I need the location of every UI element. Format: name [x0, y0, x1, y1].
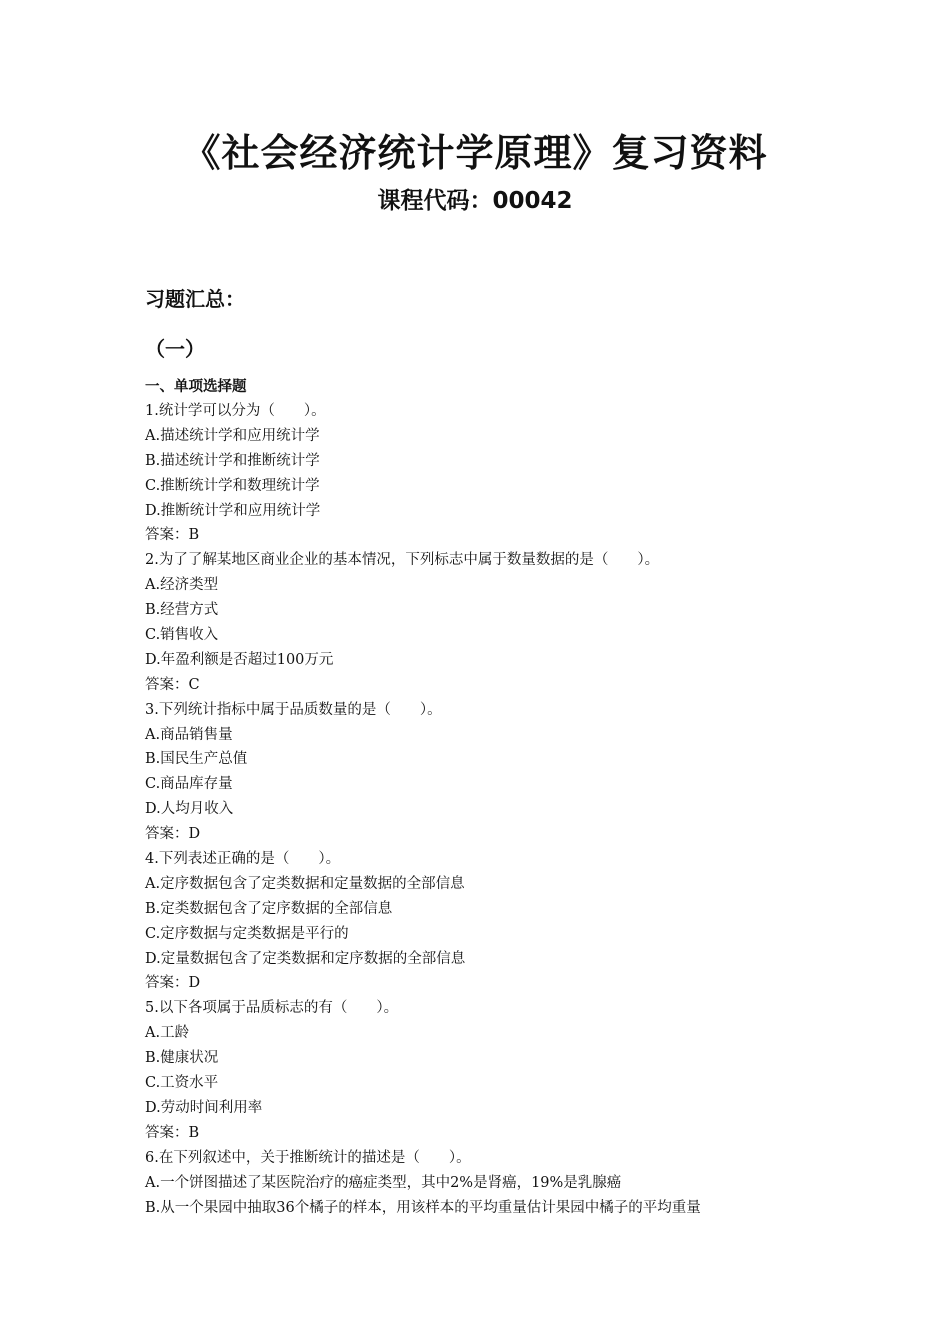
answer-option: D.推断统计学和应用统计学 [145, 502, 321, 519]
question-block [145, 847, 825, 996]
answer-option: C.销售收入 [145, 627, 219, 644]
answer-option: A.一个饼图描述了某医院治疗的癌症类型，其中2%是肾癌，19%是乳腺癌 [145, 1174, 622, 1191]
question-stem: 3.下列统计指标中属于品质数量的是（ ）。 [145, 701, 442, 718]
question-stem: 2.为了了解某地区商业企业的基本情况，下列标志中属于数量数据的是（ ）。 [145, 552, 660, 569]
section-title: 习题汇总： [145, 287, 245, 311]
answer-option: C.商品库存量 [145, 776, 233, 793]
question-type-heading: 一、单项选择题 [145, 379, 247, 395]
question-stem: 4.下列表述正确的是（ ）。 [145, 851, 341, 868]
question-list [145, 399, 825, 1220]
answer-option: D.定量数据包含了定类数据和定序数据的全部信息 [145, 950, 466, 967]
answer-key: 答案：B [145, 527, 200, 544]
question-block [145, 548, 825, 697]
question-stem: 6.在下列叙述中，关于推断统计的描述是（ ）。 [145, 1149, 471, 1166]
answer-option: D.劳动时间利用率 [145, 1099, 263, 1116]
answer-option: C.定序数据与定类数据是平行的 [145, 925, 349, 942]
answer-option: B.健康状况 [145, 1050, 219, 1067]
question-block [145, 399, 825, 548]
answer-option: A.商品销售量 [145, 726, 233, 743]
answer-key: 答案：D [145, 826, 201, 843]
question-block [145, 996, 825, 1145]
answer-key: 答案：C [145, 676, 200, 693]
course-code: 课程代码：00042 [377, 188, 573, 214]
question-stem: 5.以下各项属于品质标志的有（ ）。 [145, 1000, 399, 1017]
answer-key: 答案：D [145, 975, 201, 992]
answer-option: B.描述统计学和推断统计学 [145, 452, 320, 469]
answer-option: A.经济类型 [145, 577, 219, 594]
answer-option: C.推断统计学和数理统计学 [145, 477, 320, 494]
answer-option: B.经营方式 [145, 602, 219, 619]
document-title: 《社会经济统计学原理》复习资料 [182, 131, 768, 175]
question-stem: 1.统计学可以分为（ ）。 [145, 403, 326, 419]
question-block [145, 698, 825, 847]
answer-option: D.年盈利额是否超过100万元 [145, 651, 334, 668]
answer-option: C.工资水平 [145, 1075, 219, 1092]
answer-option: A.定序数据包含了定类数据和定量数据的全部信息 [145, 875, 465, 892]
answer-option: A.描述统计学和应用统计学 [145, 427, 320, 444]
answer-option: D.人均月收入 [145, 801, 234, 818]
answer-key: 答案：B [145, 1124, 200, 1141]
answer-option: B.从一个果园中抽取36个橘子的样本，用该样本的平均重量估计果园中橘子的平均重量 [145, 1199, 701, 1216]
answer-option: A.工龄 [145, 1025, 190, 1042]
question-block [145, 1146, 825, 1221]
answer-option: B.定类数据包含了定序数据的全部信息 [145, 900, 393, 917]
answer-option: B.国民生产总值 [145, 751, 248, 768]
part-label: （一） [145, 337, 205, 361]
